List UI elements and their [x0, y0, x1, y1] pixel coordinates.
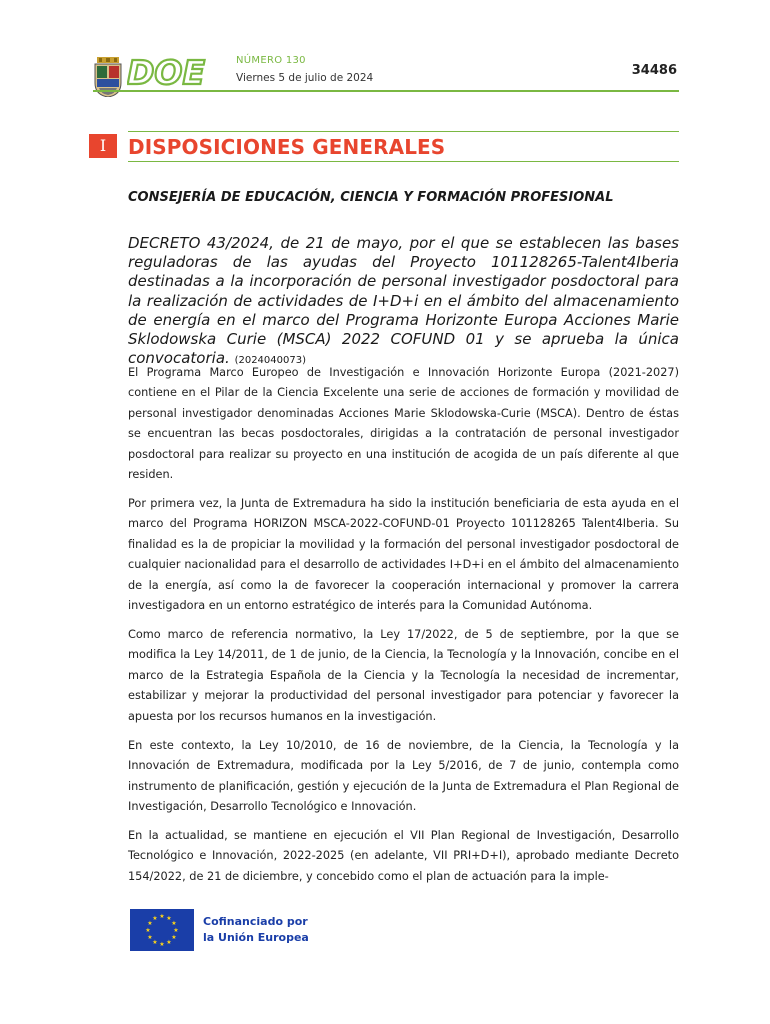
decree-title-text: DECRETO 43/2024, de 21 de mayo, por el que se establecen las bases reguladoras de las ayudas del Proyecto 101128265-Talent4Iberia destinadas a la incorporación de personal investigador posdoctoral para la realización de actividades de I+D+i en el ámbito del almacenamiento de energía en el marco del Programa Horizonte Europa Acciones Marie Sklodowska Curie (MSCA) 2022 COFUND 01 y se aprueba la única convocatoria. — [128, 234, 679, 368]
section-rule-bottom — [128, 161, 679, 162]
section-title: DISPOSICIONES GENERALES — [128, 135, 446, 159]
svg-text:★: ★ — [159, 913, 165, 920]
svg-text:★: ★ — [173, 927, 179, 934]
svg-text:★: ★ — [166, 939, 172, 946]
decree-code: (2024040073) — [234, 355, 306, 367]
body-paragraph-2: Por primera vez, la Junta de Extremadura ha sido la institución beneficiaria de esta ayuda en el marco del Programa HORIZON MSCA-2022-COFUND-01 Proyecto 101128265 Talent4Iberia. Su finalidad es la de propiciar la movilidad y la formación del personal investigador posdoctoral de cualquier nacionalidad para el desarrollo de actividades I+D+i en el ámbito del almacenamiento de la energía, así como la de favorecer la cooperación internacional y promover la carrera investigadora en un entorno estratégico de interés para la Comunidad Autónoma. — [128, 497, 679, 613]
body-paragraph-5: En la actualidad, se mantiene en ejecución el VII Plan Regional de Investigación, Desarrollo Tecnológico e Innovación, 2022-2025 (en adelante, VII PRI+D+I), aprobado mediante Decreto 154/2022, de 21 de diciembre, y concebido como el plan de actuación para la imple- — [128, 829, 679, 883]
header-divider — [93, 90, 679, 92]
svg-text:★: ★ — [145, 927, 151, 934]
doe-logo — [127, 56, 223, 88]
svg-text:★: ★ — [152, 939, 158, 946]
eu-cofinancing-line2: la Unión Europea — [203, 931, 309, 944]
svg-text:★: ★ — [152, 915, 158, 922]
svg-text:★: ★ — [159, 941, 165, 948]
ministry-heading: CONSEJERÍA DE EDUCACIÓN, CIENCIA Y FORMACIÓN PROFESIONAL — [128, 190, 614, 205]
body-paragraph-1: El Programa Marco Europeo de Investigación e Innovación Horizonte Europa (2021-2027) contiene en el Pilar de la Ciencia Excelente una serie de acciones de formación y movilidad de personal investigador denominadas Acciones Marie Sklodowska-Curie (MSCA). Dentro de éstas se encuentran las becas posdoctorales, dirigidas a la contratación de personal investigador posdoctoral para realizar su proyecto en una institución de acogida de un país diferente al que residen. — [128, 366, 679, 482]
body-paragraph-4: En este contexto, la Ley 10/2010, de 16 de noviembre, de la Ciencia, la Tecnología y la Innovación de Extremadura, modificada por la Ley 5/2016, de 7 de junio, contempla como instrumento de planificación, gestión y ejecución de la Junta de Extremadura el Plan Regional de Investigación, Desarrollo Tecnológico e Innovación. — [128, 739, 679, 814]
svg-text:★: ★ — [166, 915, 172, 922]
svg-text:★: ★ — [171, 934, 177, 941]
svg-text:DOE: DOE — [127, 56, 205, 88]
eu-cofinancing-line1: Cofinanciado por — [203, 915, 308, 928]
eu-flag-icon — [130, 909, 194, 951]
svg-text:★: ★ — [171, 920, 177, 927]
svg-text:★: ★ — [147, 920, 153, 927]
section-rule-top — [128, 131, 679, 132]
decree-title — [128, 234, 679, 370]
section-numeral: I — [89, 134, 117, 158]
publication-date: Viernes 5 de julio de 2024 — [236, 72, 374, 84]
page-number: 34486 — [631, 63, 677, 78]
body-paragraph-3: Como marco de referencia normativo, la Ley 17/2022, de 5 de septiembre, por la que se modifica la Ley 14/2011, de 1 de junio, de la Ciencia, la Tecnología y la Innovación, concibe en el marco de la Estrategia Española de la Ciencia y la Tecnología la necesidad de incrementar, estabilizar y mejorar la productividad del personal investigador para potenciar y favorecer la apuesta por los recursos humanos en la investigación. — [128, 628, 679, 723]
svg-text:★: ★ — [147, 934, 153, 941]
issue-number: NÚMERO 130 — [236, 55, 306, 66]
